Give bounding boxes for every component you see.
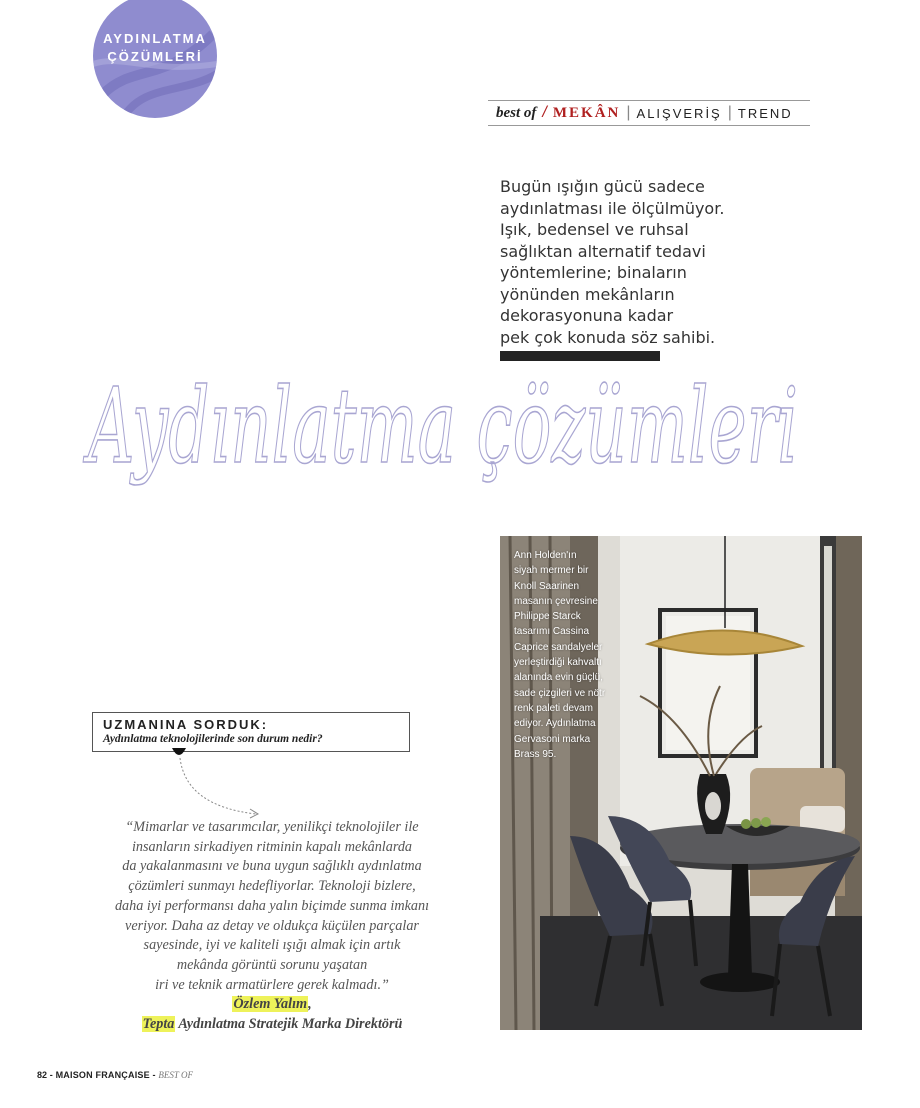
- quote-attribution: [82, 994, 462, 1034]
- caption-line: ediyor. Aydınlatma: [514, 718, 596, 730]
- author-company: Tepta: [142, 1016, 175, 1032]
- magazine-name: - MAISON FRANÇAISE -: [47, 1070, 159, 1080]
- caption-line: Caprice sandalyeler: [514, 641, 603, 653]
- quote-line: “Mimarlar ve tasarımcılar, yenilikçi teknolojiler ile: [125, 819, 419, 835]
- nav-item-trend[interactable]: TREND: [737, 105, 793, 121]
- quote-line: sayesinde, iyi ve kaliteli ışığı almak için artık: [143, 937, 401, 954]
- badge-line-2: ÇÖZÜMLERİ: [107, 49, 203, 64]
- intro-line: Bugün ışığın gücü sadece: [500, 177, 705, 196]
- expert-quote: [82, 818, 462, 995]
- page-number: 82: [37, 1070, 48, 1080]
- caption-line: Knoll Saarinen: [514, 580, 580, 592]
- quote-line: mekânda görüntü sorunu yaşatan: [176, 956, 368, 973]
- quote-line: insanların sirkadiyen ritminin kapalı mekânlarda: [131, 838, 413, 855]
- photo-caption: [514, 548, 624, 762]
- quote-line: iri ve teknik armatürlere gerek kalmadı.”: [155, 976, 389, 993]
- section-nav: [488, 100, 810, 126]
- author-name-suffix: ,: [308, 996, 312, 1012]
- caption-line: renk paleti devam: [514, 702, 593, 714]
- script-headline: [80, 362, 840, 522]
- caption-line: Gervasoni marka: [514, 733, 591, 745]
- section-badge: [93, 0, 217, 118]
- caption-line: alanında evin güçlü,: [514, 672, 603, 684]
- intro-line: aydınlatması ile ölçülmüyor.: [500, 198, 725, 218]
- intro-paragraph: [500, 176, 730, 348]
- nav-separator: /: [542, 104, 547, 121]
- caption-line: sade çizgileri ve nötr: [514, 687, 606, 699]
- footer-section: BEST OF: [158, 1070, 194, 1080]
- quote-line: çözümleri sunmayı hedefliyorlar. Teknoloji bizlere,: [128, 878, 416, 895]
- author-title-line: [82, 1014, 462, 1034]
- caption-line: masanın çevresine: [514, 595, 598, 607]
- badge-label: [93, 30, 217, 66]
- intro-line: sağlıktan alternatif tedavi: [500, 241, 706, 261]
- ask-expert-box: [92, 712, 410, 752]
- nav-item-alisveris[interactable]: ALIŞVERİŞ: [636, 105, 722, 121]
- curved-arrow-icon: [176, 756, 266, 822]
- caption-line: Ann Holden'ın: [514, 550, 577, 561]
- caption-line: yerleştirdiği kahvaltı: [514, 657, 602, 669]
- quote-line: da yakalanmasını ve buna uygun sağlıklı aydınlatma: [122, 858, 422, 875]
- author-name: Özlem Yalım: [233, 996, 308, 1012]
- caption-line: Brass 95.: [514, 748, 557, 760]
- author-name-line: [82, 994, 462, 1014]
- intro-line: Işık, bedensel ve ruhsal: [500, 220, 689, 239]
- quote-line: daha iyi performansı daha yalın biçimde sunma imkanı: [114, 897, 430, 914]
- headline-text: Aydınlatma çözümleri: [83, 365, 798, 487]
- badge-line-1: AYDINLATMA: [103, 31, 207, 46]
- nav-best-of: best of: [496, 104, 537, 121]
- intro-divider-bar: [500, 351, 660, 361]
- ask-title: UZMANINA SORDUK:: [103, 717, 269, 732]
- nav-item-mekan[interactable]: MEKÂN: [552, 104, 621, 121]
- author-title: Aydınlatma Stratejik Marka Direktörü: [175, 1016, 403, 1032]
- intro-line: pek çok konuda söz sahibi.: [500, 327, 716, 347]
- intro-line: yönünden mekânların: [500, 284, 675, 304]
- intro-line: dekorasyonuna kadar: [500, 306, 674, 325]
- caption-line: siyah mermer bir: [514, 565, 589, 577]
- ask-question: Aydınlatma teknolojilerinde son durum nedir?: [103, 733, 323, 745]
- quote-line: veriyor. Daha az detay ve oldukça küçülen parçalar: [125, 917, 419, 934]
- caption-line: tasarımı Cassina: [514, 626, 590, 638]
- caption-line: Philippe Starck: [514, 611, 581, 623]
- intro-line: yöntemlerine; binaların: [500, 263, 687, 282]
- page-footer: [37, 1070, 193, 1080]
- nav-separator: |: [626, 104, 631, 121]
- nav-separator: |: [727, 104, 732, 121]
